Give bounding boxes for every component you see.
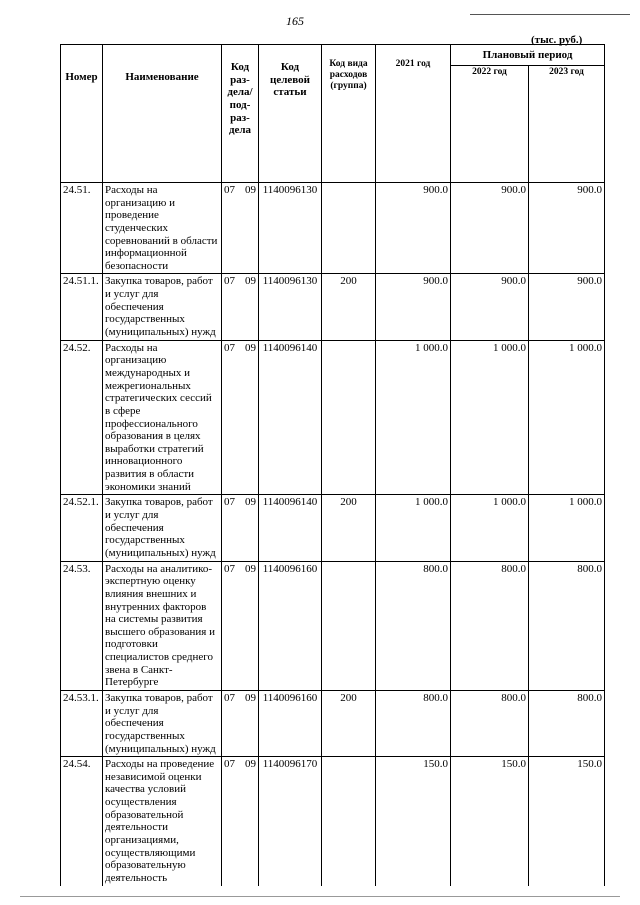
row-kod-vida <box>322 183 376 274</box>
row-kod-vida: 200 <box>322 690 376 756</box>
row-rz: 07 <box>224 691 235 704</box>
row-rz: 07 <box>224 562 235 575</box>
row-name: Закупка товаров, работ и услуг для обеспечения государственных (муниципальных) нужд <box>103 274 222 340</box>
header-kod-stati: Код целевой статьи <box>259 45 322 161</box>
row-nomer: 24.51. <box>61 183 103 274</box>
table-row <box>61 757 605 886</box>
row-nomer: 24.54. <box>61 757 103 886</box>
row-name: Закупка товаров, работ и услуг для обеспечения государственных (муниципальных) нужд <box>103 690 222 756</box>
row-2023: 1 000.0 <box>529 495 605 561</box>
row-2023: 900.0 <box>529 274 605 340</box>
row-name: Расходы на аналитико-экспертную оценку влияния внешних и внутренних факторов на системы развития высшего образования и подготовки специалистов среднего звена в Санкт-Петербурге <box>103 561 222 690</box>
row-kod-stati: 1140096170 <box>259 757 322 886</box>
row-rz: 07 <box>224 184 235 196</box>
row-2022: 800.0 <box>451 561 529 690</box>
top-rule <box>470 14 630 15</box>
row-prz: 09 <box>245 496 256 509</box>
row-kod-vida <box>322 340 376 495</box>
row-kod-vida: 200 <box>322 274 376 340</box>
row-prz: 09 <box>245 758 256 771</box>
row-name: Расходы на организацию международных и межрегиональных стратегических сессий в сфере профессионального образования в целях выработки стратегий инновационного развития в области экономики знаний <box>103 340 222 495</box>
row-razdel <box>222 561 259 690</box>
header-nomer: Номер <box>61 45 103 161</box>
header-2022: 2022 год <box>451 66 529 161</box>
table-row <box>61 183 605 274</box>
row-2021: 800.0 <box>376 690 451 756</box>
row-name: Расходы на проведение независимой оценки качества условий осуществления образовательной деятельности организациями, осуществляющими образовательную деятельность <box>103 757 222 886</box>
row-2022: 1 000.0 <box>451 495 529 561</box>
row-2021: 800.0 <box>376 561 451 690</box>
row-2022: 1 000.0 <box>451 340 529 495</box>
row-kod-stati: 1140096160 <box>259 561 322 690</box>
row-razdel <box>222 274 259 340</box>
row-rz: 07 <box>224 496 235 509</box>
row-2021: 150.0 <box>376 757 451 886</box>
row-nomer: 24.53. <box>61 561 103 690</box>
row-2023: 800.0 <box>529 561 605 690</box>
table-row <box>61 274 605 340</box>
row-kod-stati: 1140096130 <box>259 183 322 274</box>
row-razdel <box>222 690 259 756</box>
row-2021: 900.0 <box>376 274 451 340</box>
row-rz: 07 <box>224 341 235 354</box>
row-2022: 150.0 <box>451 757 529 886</box>
header-kod-vida: Код вида расходов (группа) <box>322 45 376 161</box>
row-2022: 800.0 <box>451 690 529 756</box>
row-prz: 09 <box>245 691 256 704</box>
row-kod-stati: 1140096160 <box>259 690 322 756</box>
header-2023: 2023 год <box>529 66 605 161</box>
header-kod-razdela: Код раз- дела/ под- раз- дела <box>222 45 259 161</box>
budget-table <box>60 44 605 886</box>
row-2022: 900.0 <box>451 274 529 340</box>
row-2023: 800.0 <box>529 690 605 756</box>
header-naimenovanie: Наименование <box>103 45 222 161</box>
row-2021: 1 000.0 <box>376 495 451 561</box>
row-kod-vida <box>322 561 376 690</box>
bottom-rule <box>20 896 620 897</box>
row-nomer: 24.51.1. <box>61 274 103 340</box>
row-2021: 900.0 <box>376 183 451 274</box>
row-2023: 1 000.0 <box>529 340 605 495</box>
row-prz: 09 <box>245 275 256 288</box>
row-prz: 09 <box>245 562 256 575</box>
table-row <box>61 495 605 561</box>
row-razdel <box>222 495 259 561</box>
table-row <box>61 690 605 756</box>
page-number: 165 <box>286 14 304 28</box>
row-razdel <box>222 183 259 274</box>
row-name: Закупка товаров, работ и услуг для обеспечения государственных (муниципальных) нужд <box>103 495 222 561</box>
row-rz: 07 <box>224 275 235 288</box>
row-rz: 07 <box>224 758 235 771</box>
row-nomer: 24.52. <box>61 340 103 495</box>
row-2023: 900.0 <box>529 183 605 274</box>
row-razdel <box>222 340 259 495</box>
row-kod-stati: 1140096140 <box>259 340 322 495</box>
row-prz: 09 <box>245 341 256 354</box>
row-2021: 1 000.0 <box>376 340 451 495</box>
table-row <box>61 340 605 495</box>
row-prz: 09 <box>245 184 256 196</box>
row-kod-stati: 1140096140 <box>259 495 322 561</box>
row-2022: 900.0 <box>451 183 529 274</box>
row-razdel <box>222 757 259 886</box>
row-kod-stati: 1140096130 <box>259 274 322 340</box>
row-name: Расходы на организацию и проведение студенческих соревнований в области информационной безопасности <box>103 183 222 274</box>
header-2021: 2021 год <box>376 45 451 161</box>
row-2023: 150.0 <box>529 757 605 886</box>
row-kod-vida <box>322 757 376 886</box>
row-nomer: 24.53.1. <box>61 690 103 756</box>
header-plan-period: Плановый период <box>451 45 605 66</box>
header-spacer <box>61 160 605 183</box>
units-label: (тыс. руб.) <box>531 34 583 46</box>
row-nomer: 24.52.1. <box>61 495 103 561</box>
table-row <box>61 561 605 690</box>
row-kod-vida: 200 <box>322 495 376 561</box>
